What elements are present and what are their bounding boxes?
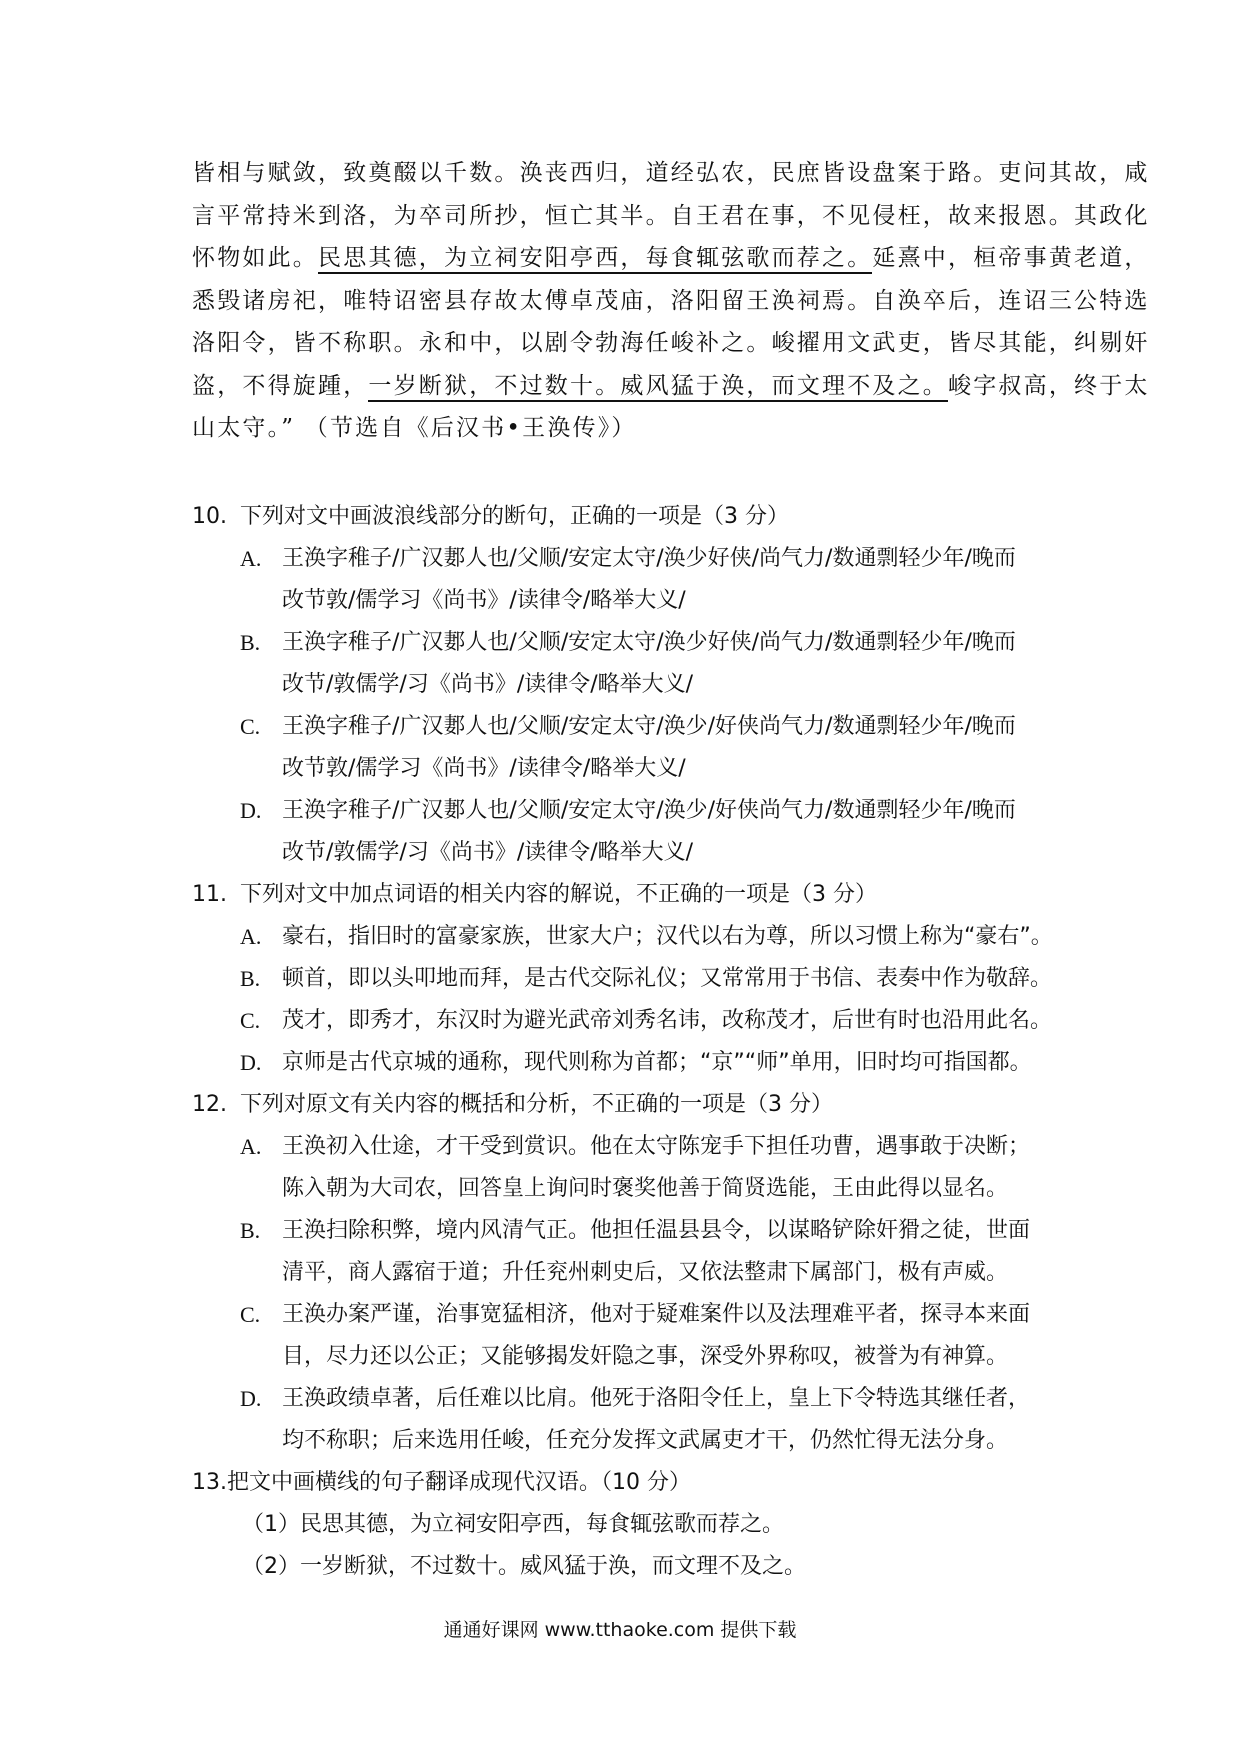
option-a xyxy=(192,1126,1072,1210)
question-stem: 13.把文中画横线的句子翻译成现代汉语。（10 分） xyxy=(192,1470,691,1495)
option-label: A. xyxy=(240,1134,262,1159)
option-label: A. xyxy=(240,546,262,571)
option-label: A. xyxy=(240,924,262,949)
question-stem xyxy=(192,496,1072,538)
option-a xyxy=(192,916,1072,958)
question-11 xyxy=(192,874,1072,1084)
passage-line: 言平常持米到洛，为卒司所抄，恒亡其半。自王君在事，不见侵枉，故来报恩。其政化 xyxy=(192,202,1150,229)
option-label: D. xyxy=(240,798,262,823)
passage-text: 怀物如此。 xyxy=(192,245,318,271)
question-text: 下列对文中加点词语的相关内容的解说，不正确的一项是（3 分） xyxy=(240,882,877,907)
option-label: B. xyxy=(240,1218,261,1243)
option-text: 京师是古代京城的通称，现代则称为首都；“京”“师”单用，旧时均可指国都。 xyxy=(282,1050,1032,1075)
passage-line: 皆相与赋敛，致奠醊以千数。涣丧西归，道经弘农，民庶皆设盘案于路。吏问其故，咸 xyxy=(192,160,1150,186)
option-label: D. xyxy=(240,1386,262,1411)
option-label: B. xyxy=(240,630,261,655)
question-number: 12. xyxy=(192,1092,227,1117)
option-c xyxy=(192,1000,1072,1042)
option-label: D. xyxy=(240,1050,262,1075)
underlined-sentence: 民思其德，为立祠安阳亭西，每食辄弦歌而荐之。 xyxy=(318,245,872,274)
option-text: 改节/敦儒学/习《尚书》/读律令/略举大义/ xyxy=(282,672,694,697)
classical-passage xyxy=(192,152,1150,450)
option-a xyxy=(192,538,1072,622)
option-text: 王涣政绩卓著，后任难以比肩。他死于洛阳令任上，皇上下令特选其继任者， xyxy=(282,1386,1031,1411)
option-text: 王涣字稚子/广汉郪人也/父顺/安定太守/涣少好侠/尚气力/数通剽轻少年/晚而 xyxy=(282,546,1016,571)
passage-line: 洛阳令，皆不称职。永和中，以剧令勃海任峻补之。峻擢用文武吏，皆尽其能，纠剔奸 xyxy=(192,330,1150,356)
option-b xyxy=(192,958,1072,1000)
page-footer: 通通好课网 www.tthaoke.com 提供下载 xyxy=(443,1619,797,1641)
passage-line: 悉毁诸房祀，唯特诏密县存故太傅卓茂庙，洛阳留王涣祠焉。自涣卒后，连诏三公特选 xyxy=(192,287,1150,314)
option-text: 王涣字稚子/广汉郪人也/父顺/安定太守/涣少好侠/尚气力/数通剽轻少年/晚而 xyxy=(282,630,1016,655)
option-text: 均不称职；后来选用任峻，任充分发挥文武属吏才干，仍然忙得无法分身。 xyxy=(282,1428,1009,1453)
passage-line xyxy=(192,365,1150,408)
option-text: 茂才，即秀才，东汉时为避光武帝刘秀名讳，改称茂才，后世有时也沿用此名。 xyxy=(282,1008,1053,1033)
option-c xyxy=(192,706,1072,790)
option-text: 改节敦/儒学习《尚书》/读律令/略举大义/ xyxy=(282,588,686,613)
passage-line xyxy=(192,237,1150,280)
translation-item: （2）一岁断狱，不过数十。威风猛于涣，而文理不及之。 xyxy=(242,1554,806,1579)
option-text: 清平，商人露宿于道；升任兖州刺史后，又依法整肃下属部门，极有声威。 xyxy=(282,1260,1009,1285)
option-text: 王涣扫除积弊，境内风清气正。他担任温县县令，以谋略铲除奸猾之徒，世面 xyxy=(282,1218,1031,1243)
question-number: 10. xyxy=(192,504,227,529)
option-d xyxy=(192,790,1072,874)
underlined-sentence: 一岁断狱，不过数十。威风猛于涣，而文理不及之。 xyxy=(368,373,948,402)
passage-text: 盗，不得旋踵， xyxy=(192,372,369,399)
option-text: 改节/敦儒学/习《尚书》/读律令/略举大义/ xyxy=(282,840,694,865)
passage-text: 峻字叔高，终于太 xyxy=(948,372,1150,399)
option-label: C. xyxy=(240,1302,261,1327)
option-text: 王涣字稚子/广汉郪人也/父顺/安定太守/涣少/好侠尚气力/数通剽轻少年/晚而 xyxy=(282,714,1016,739)
question-13 xyxy=(192,1462,1072,1588)
option-text: 豪右，指旧时的富豪家族，世家大户；汉代以右为尊，所以习惯上称为“豪右”。 xyxy=(282,924,1053,949)
option-text: 王涣办案严谨，治事宽猛相济，他对于疑难案件以及法理难平者，探寻本来面 xyxy=(282,1302,1031,1327)
question-10 xyxy=(192,496,1072,874)
translation-item: （1）民思其德，为立祠安阳亭西，每食辄弦歌而荐之。 xyxy=(242,1512,784,1537)
question-stem xyxy=(192,874,1072,916)
option-text: 顿首，即以头叩地而拜，是古代交际礼仪；又常常用于书信、表奏中作为敬辞。 xyxy=(282,966,1053,991)
option-text: 王涣初入仕途，才干受到赏识。他在太守陈宠手下担任功曹，遇事敢于决断； xyxy=(282,1134,1031,1159)
option-b xyxy=(192,1210,1072,1294)
question-number: 11. xyxy=(192,882,227,907)
option-b xyxy=(192,622,1072,706)
option-label: C. xyxy=(240,714,261,739)
option-d xyxy=(192,1378,1072,1462)
option-text: 改节敦/儒学习《尚书》/读律令/略举大义/ xyxy=(282,756,686,781)
question-stem xyxy=(192,1084,1072,1126)
option-label: C. xyxy=(240,1008,261,1033)
option-c xyxy=(192,1294,1072,1378)
option-text: 王涣字稚子/广汉郪人也/父顺/安定太守/涣少/好侠尚气力/数通剽轻少年/晚而 xyxy=(282,798,1016,823)
option-label: B. xyxy=(240,966,261,991)
question-text: 下列对文中画波浪线部分的断句，正确的一项是（3 分） xyxy=(240,504,789,529)
question-12 xyxy=(192,1084,1072,1462)
question-text: 下列对原文有关内容的概括和分析，不正确的一项是（3 分） xyxy=(240,1092,833,1117)
passage-text: 延熹中，桓帝事黄老道， xyxy=(872,245,1150,271)
option-d xyxy=(192,1042,1072,1084)
option-text: 目，尽力还以公正；又能够揭发奸隐之事，深受外界称叹，被誉为有神算。 xyxy=(282,1344,1009,1369)
option-text: 陈入朝为大司农，回答皇上询问时褒奖他善于简贤选能，王由此得以显名。 xyxy=(282,1176,1009,1201)
passage-source-line: 山太守。” （节选自《后汉书•王涣传》） xyxy=(192,415,637,441)
